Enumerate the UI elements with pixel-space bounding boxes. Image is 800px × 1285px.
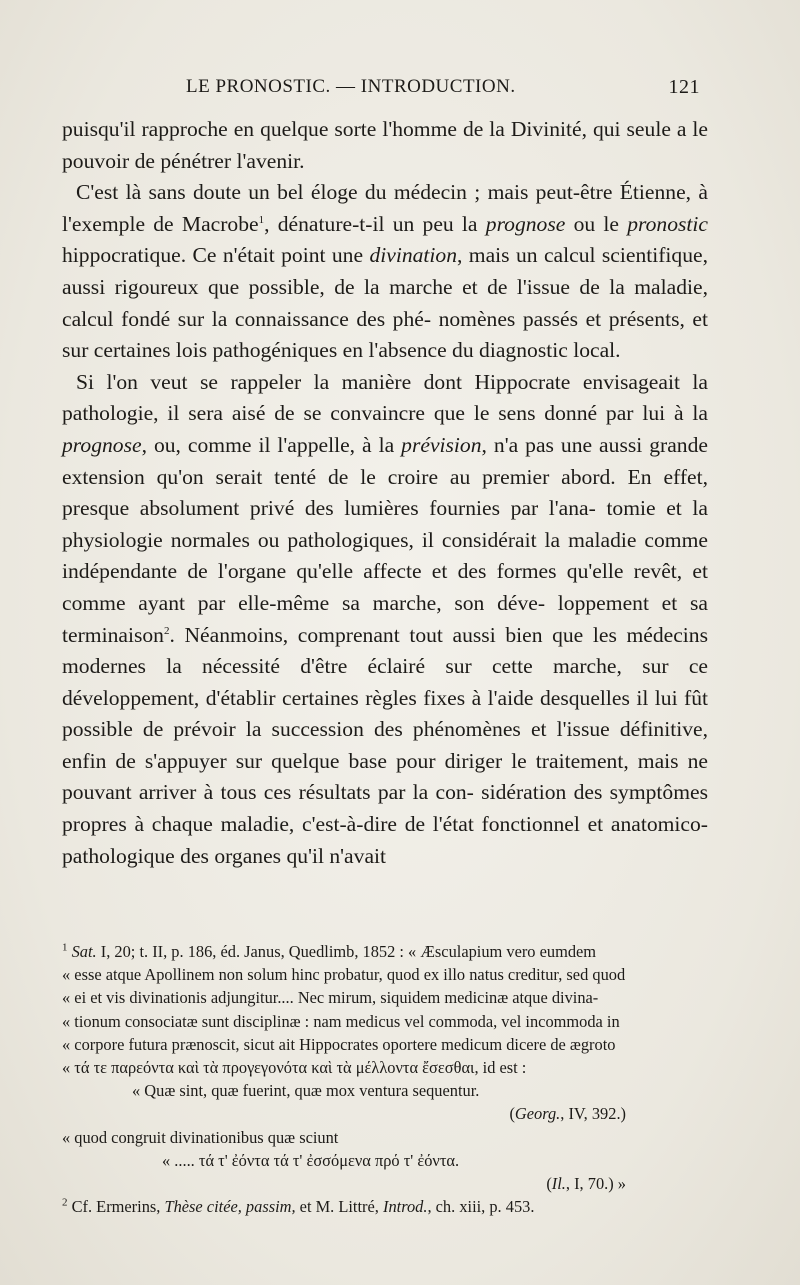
running-title: LE PRONOSTIC. — INTRODUCTION. (186, 76, 516, 97)
text-line: bien que les médecins modernes la nécessité d'être éclairé sur cette (62, 622, 708, 679)
paragraph-2 (62, 177, 708, 367)
text-line: nomènes passés et présents, et sur certaines lois pathogéniques en (62, 306, 708, 363)
text-line: grande extension qu'on serait tenté de le croire au premier abord. (62, 432, 708, 489)
italic-term: prévision (401, 432, 482, 457)
footnote-1-line: « tionum consociatæ sunt disciplinæ : nam medicus vel commoda, vel incommoda in (62, 1011, 620, 1031)
footnote-marker: 2 (62, 1196, 68, 1209)
footnote-text: I, 20; t. II, p. 186, éd. Janus, Quedlimb, 1852 : « Æsculapium vero eumdem (96, 942, 597, 961)
italic-citation: Sat. (71, 942, 97, 961)
text-line: sidération des symptômes propres à chaque maladie, c'est-à-dire de (62, 780, 709, 837)
footnote-1-greek-verse: « ..... τά τ' ἐόντα τά τ' ἐσσόμενα πρό τ' ἐόντα. (162, 1150, 460, 1170)
text-line: , n'a pas une aussi (481, 432, 643, 457)
text-line: . Néanmoins, comprenant tout aussi (169, 622, 496, 647)
footnote-1-verse: « Quæ sint, quæ fuerint, quæ mox ventura sequentur. (132, 1081, 480, 1101)
italic-term: prognose (485, 211, 566, 236)
footnote-text: , ch. xiii, p. 453. (427, 1197, 535, 1217)
footnote-text: et M. Littré, (295, 1197, 383, 1217)
italic-citation: Il. (551, 1174, 566, 1194)
footnote-1-line: « ei et vis divinationis adjungitur.... Nec mirum, siquidem medicinæ atque divina- (62, 988, 599, 1008)
footnote-text: , I, 70.) » (565, 1174, 626, 1194)
italic-citation: Introd. (382, 1197, 428, 1217)
footnote-text: ( (509, 1104, 515, 1124)
paragraph-3 (62, 367, 708, 873)
footnote-1-line: « esse atque Apollinem non solum hinc probatur, quod ex illo natus creditur, sed quod (62, 965, 626, 985)
footnote-1-greek-line: « τά τε παρεόντα καὶ τὰ προγεγονότα καὶ τὰ μέλλοντα ἔσεσθαι, id est : (62, 1058, 527, 1078)
text-line: Si l'on veut se rappeler la manière dont Hippocrate envisageait la (76, 369, 708, 394)
text-line: puisqu'il rapproche en quelque sorte l'homme de la Divinité, qui (62, 117, 621, 141)
footnote-marker: 1 (62, 941, 68, 954)
italic-citation: Thèse citée, passim, (164, 1197, 296, 1217)
main-text (62, 114, 708, 872)
text-line: En effet, presque absolument privé des lumières fournies par l'ana- (62, 464, 708, 521)
italic-term: prognose (62, 432, 142, 457)
page-number: 121 (668, 76, 700, 98)
footnote-1-line: « quod congruit divinationibus quæ sciunt (62, 1127, 339, 1147)
text-line: seule a le pouvoir de pénétrer l'avenir. (62, 117, 708, 173)
text-line: la (692, 401, 708, 426)
footnote-1-line (62, 940, 710, 963)
text-line: un calcul scientifique, aussi rigoureux que possible, de la marche (62, 243, 709, 299)
text-line: qu'elle revêt, et comme ayant par elle-même sa marche, son déve- (62, 559, 708, 615)
footnote-ref: 2 (163, 624, 170, 637)
page-header (186, 76, 706, 104)
text-line: pathologie, il sera aisé de se convaincre que le sens donné par lui à (62, 401, 684, 426)
text-line: et l'issue définitive, enfin de s'appuyer sur quelque base pour diriger (62, 717, 708, 773)
footnote-text: ( (546, 1174, 552, 1194)
text-line: marche, sur ce développement, d'établir certaines règles fixes à l'aide (62, 654, 708, 710)
text-line: Étienne, à l'exemple de Macrobe (62, 180, 708, 236)
text-line: le traitement, mais ne pouvant arriver à tous ces résultats par la con- (62, 748, 708, 805)
footnote-1-source (62, 1172, 710, 1195)
text-line: et de l'issue de la maladie, calcul fondé sur la connaissance des phé- (62, 274, 708, 331)
text-line: , mais (457, 243, 510, 268)
text-line: C'est là sans doute un bel éloge du médecin ; mais peut-être (76, 180, 613, 205)
text-line: , ou, comme il l'appelle, à la (141, 432, 395, 457)
italic-term: divination (369, 243, 458, 268)
footnote-ref: 1 (258, 213, 265, 226)
text-line: , dénature-t-il un peu la (264, 211, 478, 236)
footnote-1-line: « corpore futura prænoscit, sicut ait Hippocrates oportere medicum dicere de ægroto (62, 1034, 616, 1054)
text-line: ou le (573, 211, 619, 236)
footnotes (62, 940, 710, 1218)
text-line: l'absence du diagnostic local. (368, 338, 621, 363)
footnote-1-source (62, 1102, 710, 1125)
footnote-text: Cf. Ermerins, (67, 1197, 165, 1217)
text-line: tomie et la physiologie normales ou pathologiques, il considérait la (62, 496, 708, 552)
text-line: maladie comme indépendante de l'organe qu'elle affecte et des formes (62, 527, 708, 584)
text-line: hippocratique. Ce n'était point une (62, 243, 364, 268)
text-line: l'état fonctionnel et anatomico-pathologique des organes qu'il n'avait (62, 812, 708, 868)
footnote-text: , IV, 392.) (560, 1104, 626, 1124)
footnote-2-line (62, 1195, 710, 1218)
text-line: loppement et sa terminaison (62, 590, 708, 647)
text-line: desquelles il lui fût possible de prévoir la succession des phénomènes (62, 685, 709, 742)
paragraph-1 (62, 114, 708, 177)
italic-citation: Georg. (514, 1104, 561, 1124)
italic-term: pronostic (627, 211, 709, 236)
